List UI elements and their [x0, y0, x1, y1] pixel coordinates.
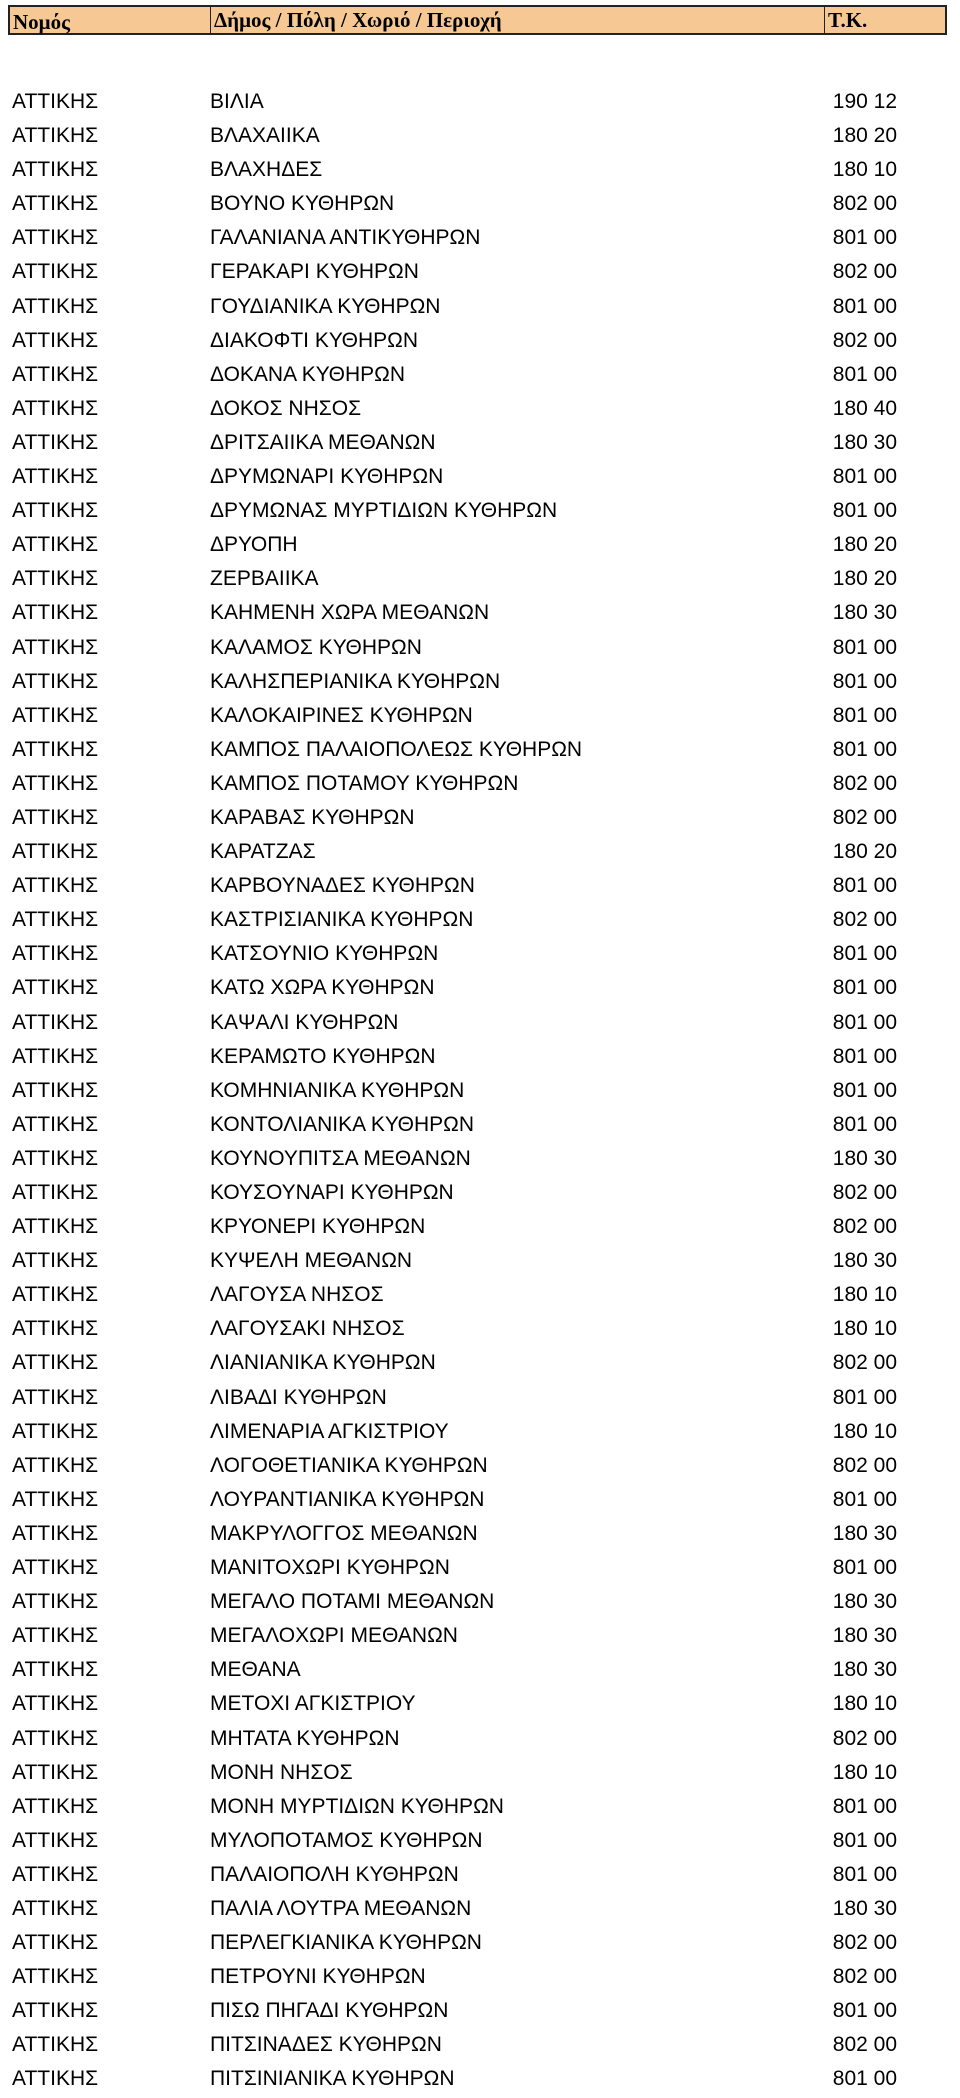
cell-nomos: ΑΤΤΙΚΗΣ — [12, 1453, 99, 1477]
cell-nomos: ΑΤΤΙΚΗΣ — [12, 260, 99, 284]
table-body — [0, 84, 960, 2096]
cell-postal-code: 180 10 — [832, 158, 897, 182]
table-row — [0, 766, 960, 800]
cell-postal-code: 801 00 — [832, 294, 897, 318]
cell-postal-code: 802 00 — [832, 1931, 897, 1955]
cell-postal-code: 801 00 — [832, 1999, 897, 2023]
cell-place: ΛΟΥΡΑΝΤΙΑΝΙΚΑ ΚΥΘΗΡΩΝ — [210, 1487, 485, 1511]
cell-postal-code: 801 00 — [832, 499, 897, 523]
cell-nomos: ΑΤΤΙΚΗΣ — [12, 1419, 99, 1443]
cell-nomos: ΑΤΤΙΚΗΣ — [12, 567, 99, 591]
cell-nomos: ΑΤΤΙΚΗΣ — [12, 703, 99, 727]
cell-place: ΒΛΑΧΗΔΕΣ — [210, 158, 323, 182]
cell-nomos: ΑΤΤΙΚΗΣ — [12, 1249, 99, 1273]
cell-place: ΛΑΓΟΥΣΑ ΝΗΣΟΣ — [210, 1283, 384, 1307]
cell-nomos: ΑΤΤΙΚΗΣ — [12, 976, 99, 1000]
cell-place: ΔΡΙΤΣΑΙΙΚΑ ΜΕΘΑΝΩΝ — [210, 430, 436, 454]
cell-postal-code: 801 00 — [832, 1794, 897, 1818]
cell-postal-code: 801 00 — [832, 1487, 897, 1511]
cell-place: ΜΕΘΑΝΑ — [210, 1658, 301, 1682]
cell-postal-code: 180 30 — [832, 601, 897, 625]
table-row — [0, 1005, 960, 1039]
cell-place: ΓΑΛΑΝΙΑΝΑ ΑΝΤΙΚΥΘΗΡΩΝ — [210, 226, 481, 250]
cell-nomos: ΑΤΤΙΚΗΣ — [12, 1385, 99, 1409]
cell-nomos: ΑΤΤΙΚΗΣ — [12, 737, 99, 761]
table-row — [0, 868, 960, 902]
cell-postal-code: 802 00 — [832, 192, 897, 216]
cell-nomos: ΑΤΤΙΚΗΣ — [12, 1010, 99, 1034]
cell-postal-code: 180 20 — [832, 124, 897, 148]
table-row — [0, 118, 960, 152]
cell-postal-code: 801 00 — [832, 226, 897, 250]
table-row — [0, 1891, 960, 1925]
cell-place: ΚΑΤΣΟΥΝΙΟ ΚΥΘΗΡΩΝ — [210, 942, 439, 966]
cell-postal-code: 180 30 — [832, 1624, 897, 1648]
cell-place: ΒΛΑΧΑΙΙΚΑ — [210, 124, 320, 148]
cell-postal-code: 801 00 — [832, 703, 897, 727]
table-row — [0, 289, 960, 323]
cell-nomos: ΑΤΤΙΚΗΣ — [12, 1999, 99, 2023]
table-row — [0, 1243, 960, 1277]
cell-place: ΔΟΚΟΣ ΝΗΣΟΣ — [210, 396, 362, 420]
cell-nomos: ΑΤΤΙΚΗΣ — [12, 396, 99, 420]
cell-place: ΚΑΤΩ ΧΩΡΑ ΚΥΘΗΡΩΝ — [210, 976, 435, 1000]
cell-postal-code: 801 00 — [832, 635, 897, 659]
table-row — [0, 1789, 960, 1823]
table-row — [0, 2027, 960, 2061]
cell-postal-code: 801 00 — [832, 737, 897, 761]
cell-place: ΓΟΥΔΙΑΝΙΚΑ ΚΥΘΗΡΩΝ — [210, 294, 441, 318]
table-row — [0, 527, 960, 561]
table-row — [0, 1277, 960, 1311]
cell-place: ΚΑΜΠΟΣ ΠΟΤΑΜΟΥ ΚΥΘΗΡΩΝ — [210, 771, 519, 795]
table-row — [0, 936, 960, 970]
table-row — [0, 1550, 960, 1584]
table-row — [0, 1039, 960, 1073]
cell-nomos: ΑΤΤΙΚΗΣ — [12, 1112, 99, 1136]
cell-postal-code: 180 40 — [832, 396, 897, 420]
cell-postal-code: 180 10 — [832, 1283, 897, 1307]
header-place: Δήμος / Πόλη / Χωριό / Περιοχή — [210, 7, 502, 33]
cell-postal-code: 180 10 — [832, 1760, 897, 1784]
cell-place: ΚΟΥΣΟΥΝΑΡΙ ΚΥΘΗΡΩΝ — [210, 1181, 454, 1204]
table-row — [0, 220, 960, 254]
cell-postal-code: 801 00 — [832, 465, 897, 489]
cell-nomos: ΑΤΤΙΚΗΣ — [12, 908, 99, 932]
cell-postal-code: 180 30 — [832, 1590, 897, 1614]
cell-place: ΚΟΜΗΝΙΑΝΙΚΑ ΚΥΘΗΡΩΝ — [210, 1078, 465, 1102]
cell-nomos: ΑΤΤΙΚΗΣ — [12, 465, 99, 489]
cell-place: ΚΟΝΤΟΛΙΑΝΙΚΑ ΚΥΘΗΡΩΝ — [210, 1112, 475, 1136]
table-row — [0, 1380, 960, 1414]
cell-place: ΜΑΚΡΥΛΟΓΓΟΣ ΜΕΘΑΝΩΝ — [210, 1521, 478, 1545]
header-postal-code: Τ.Κ. — [824, 7, 867, 33]
cell-postal-code: 180 30 — [832, 1896, 897, 1920]
cell-place: ΚΑΣΤΡΙΣΙΑΝΙΚΑ ΚΥΘΗΡΩΝ — [210, 908, 474, 932]
cell-place: ΠΕΤΡΟΥΝΙ ΚΥΘΗΡΩΝ — [210, 1965, 426, 1989]
cell-place: ΠΕΡΛΕΓΚΙΑΝΙΚΑ ΚΥΘΗΡΩΝ — [210, 1931, 482, 1955]
table-row — [0, 425, 960, 459]
cell-nomos: ΑΤΤΙΚΗΣ — [12, 499, 99, 523]
cell-nomos: ΑΤΤΙΚΗΣ — [12, 1828, 99, 1852]
cell-postal-code: 801 00 — [832, 1078, 897, 1102]
cell-nomos: ΑΤΤΙΚΗΣ — [12, 90, 99, 113]
cell-place: ΚΟΥΝΟΥΠΙΤΣΑ ΜΕΘΑΝΩΝ — [210, 1146, 471, 1170]
table-row — [0, 630, 960, 664]
cell-nomos: ΑΤΤΙΚΗΣ — [12, 1215, 99, 1239]
table-row — [0, 1073, 960, 1107]
cell-place: ΠΙΣΩ ΠΗΓΑΔΙ ΚΥΘΗΡΩΝ — [210, 1999, 449, 2023]
table-row — [0, 459, 960, 493]
cell-place: ΚΥΨΕΛΗ ΜΕΘΑΝΩΝ — [210, 1249, 413, 1273]
cell-place: ΛΟΓΟΘΕΤΙΑΝΙΚΑ ΚΥΘΗΡΩΝ — [210, 1453, 488, 1477]
cell-postal-code: 802 00 — [832, 1181, 897, 1204]
table-row — [0, 561, 960, 595]
cell-place: ΚΕΡΑΜΩΤΟ ΚΥΘΗΡΩΝ — [210, 1044, 436, 1068]
table-row — [0, 391, 960, 425]
cell-place: ΔΡΥΟΠΗ — [210, 533, 298, 557]
table-row — [0, 800, 960, 834]
table-row — [0, 1414, 960, 1448]
table-row — [0, 732, 960, 766]
cell-place: ΜΗΤΑΤΑ ΚΥΘΗΡΩΝ — [210, 1726, 400, 1750]
cell-place: ΚΑΡΑΤΖΑΣ — [210, 840, 316, 864]
cell-place: ΛΙΜΕΝΑΡΙΑ ΑΓΚΙΣΤΡΙΟΥ — [210, 1419, 449, 1443]
cell-nomos: ΑΤΤΙΚΗΣ — [12, 1181, 99, 1204]
cell-nomos: ΑΤΤΙΚΗΣ — [12, 226, 99, 250]
cell-postal-code: 180 20 — [832, 840, 897, 864]
cell-place: ΜΕΤΟΧΙ ΑΓΚΙΣΤΡΙΟΥ — [210, 1692, 416, 1716]
cell-postal-code: 180 10 — [832, 1317, 897, 1341]
header-nomos: Νομός — [13, 10, 70, 34]
cell-nomos: ΑΤΤΙΚΗΣ — [12, 1078, 99, 1102]
cell-postal-code: 801 00 — [832, 1556, 897, 1580]
cell-nomos: ΑΤΤΙΚΗΣ — [12, 840, 99, 864]
cell-nomos: ΑΤΤΙΚΗΣ — [12, 2067, 99, 2091]
table-row — [0, 1482, 960, 1516]
cell-postal-code: 180 10 — [832, 1692, 897, 1716]
cell-place: ΚΑΨΑΛΙ ΚΥΘΗΡΩΝ — [210, 1010, 399, 1034]
cell-nomos: ΑΤΤΙΚΗΣ — [12, 1044, 99, 1068]
cell-place: ΚΡΥΟΝΕΡΙ ΚΥΘΗΡΩΝ — [210, 1215, 426, 1239]
cell-postal-code: 802 00 — [832, 1351, 897, 1375]
cell-postal-code: 801 00 — [832, 1862, 897, 1886]
cell-place: ΔΡΥΜΩΝΑΡΙ ΚΥΘΗΡΩΝ — [210, 465, 444, 489]
cell-postal-code: 801 00 — [832, 669, 897, 693]
cell-nomos: ΑΤΤΙΚΗΣ — [12, 1317, 99, 1341]
cell-place: ΒΟΥΝΟ ΚΥΘΗΡΩΝ — [210, 192, 395, 216]
cell-postal-code: 802 00 — [832, 328, 897, 352]
table-row — [0, 664, 960, 698]
cell-place: ΠΙΤΣΙΝΑΔΕΣ ΚΥΘΗΡΩΝ — [210, 2033, 442, 2057]
cell-place: ΓΕΡΑΚΑΡΙ ΚΥΘΗΡΩΝ — [210, 260, 419, 284]
cell-nomos: ΑΤΤΙΚΗΣ — [12, 328, 99, 352]
cell-postal-code: 801 00 — [832, 1828, 897, 1852]
cell-place: ΠΙΤΣΙΝΙΑΝΙΚΑ ΚΥΘΗΡΩΝ — [210, 2067, 455, 2091]
cell-postal-code: 180 30 — [832, 1521, 897, 1545]
cell-postal-code: 801 00 — [832, 1112, 897, 1136]
table-row — [0, 970, 960, 1004]
cell-postal-code: 180 10 — [832, 1419, 897, 1443]
cell-nomos: ΑΤΤΙΚΗΣ — [12, 805, 99, 829]
cell-postal-code: 802 00 — [832, 2033, 897, 2057]
cell-nomos: ΑΤΤΙΚΗΣ — [12, 601, 99, 625]
cell-postal-code: 180 20 — [832, 567, 897, 591]
table-row — [0, 254, 960, 288]
cell-place: ΠΑΛΙΑ ΛΟΥΤΡΑ ΜΕΘΑΝΩΝ — [210, 1896, 472, 1920]
cell-postal-code: 801 00 — [832, 942, 897, 966]
cell-nomos: ΑΤΤΙΚΗΣ — [12, 362, 99, 386]
table-row — [0, 1755, 960, 1789]
cell-postal-code: 801 00 — [832, 2067, 897, 2091]
cell-place: ΚΑΛΑΜΟΣ ΚΥΘΗΡΩΝ — [210, 635, 422, 659]
cell-nomos: ΑΤΤΙΚΗΣ — [12, 771, 99, 795]
table-row — [0, 1959, 960, 1993]
cell-postal-code: 802 00 — [832, 805, 897, 829]
cell-nomos: ΑΤΤΙΚΗΣ — [12, 430, 99, 454]
table-row — [0, 323, 960, 357]
cell-place: ΜΕΓΑΛΟ ΠΟΤΑΜΙ ΜΕΘΑΝΩΝ — [210, 1590, 495, 1614]
table-row — [0, 1209, 960, 1243]
table-row — [0, 152, 960, 186]
cell-postal-code: 180 30 — [832, 1146, 897, 1170]
table-row — [0, 1175, 960, 1209]
cell-place: ΚΑΡΑΒΑΣ ΚΥΘΗΡΩΝ — [210, 805, 415, 829]
cell-postal-code: 801 00 — [832, 362, 897, 386]
cell-place: ΛΙΑΝΙΑΝΙΚΑ ΚΥΘΗΡΩΝ — [210, 1351, 436, 1375]
cell-nomos: ΑΤΤΙΚΗΣ — [12, 2033, 99, 2057]
table-row — [0, 902, 960, 936]
cell-postal-code: 180 30 — [832, 1658, 897, 1682]
cell-nomos: ΑΤΤΙΚΗΣ — [12, 1521, 99, 1545]
cell-nomos: ΑΤΤΙΚΗΣ — [12, 1487, 99, 1511]
cell-nomos: ΑΤΤΙΚΗΣ — [12, 1794, 99, 1818]
table-row — [0, 1141, 960, 1175]
cell-place: ΠΑΛΑΙΟΠΟΛΗ ΚΥΘΗΡΩΝ — [210, 1862, 459, 1886]
table-row — [0, 698, 960, 732]
table-row — [0, 84, 960, 118]
cell-postal-code: 801 00 — [832, 976, 897, 1000]
cell-postal-code: 802 00 — [832, 908, 897, 932]
cell-nomos: ΑΤΤΙΚΗΣ — [12, 1862, 99, 1886]
cell-postal-code: 802 00 — [832, 1453, 897, 1477]
cell-postal-code: 802 00 — [832, 1726, 897, 1750]
cell-postal-code: 180 30 — [832, 1249, 897, 1273]
table-row — [0, 1686, 960, 1720]
cell-postal-code: 801 00 — [832, 1385, 897, 1409]
cell-nomos: ΑΤΤΙΚΗΣ — [12, 1556, 99, 1580]
table-row — [0, 1584, 960, 1618]
cell-place: ΖΕΡΒΑΙΙΚΑ — [210, 567, 319, 591]
cell-nomos: ΑΤΤΙΚΗΣ — [12, 1590, 99, 1614]
cell-postal-code: 802 00 — [832, 1215, 897, 1239]
cell-nomos: ΑΤΤΙΚΗΣ — [12, 533, 99, 557]
cell-nomos: ΑΤΤΙΚΗΣ — [12, 635, 99, 659]
table-row — [0, 1857, 960, 1891]
cell-place: ΔΡΥΜΩΝΑΣ ΜΥΡΤΙΔΙΩΝ ΚΥΘΗΡΩΝ — [210, 499, 558, 523]
cell-nomos: ΑΤΤΙΚΗΣ — [12, 1146, 99, 1170]
cell-postal-code: 180 30 — [832, 430, 897, 454]
cell-place: ΚΑΛΟΚΑΙΡΙΝΕΣ ΚΥΘΗΡΩΝ — [210, 703, 473, 727]
cell-place: ΜΥΛΟΠΟΤΑΜΟΣ ΚΥΘΗΡΩΝ — [210, 1828, 483, 1852]
table-row — [0, 834, 960, 868]
table-row — [0, 1107, 960, 1141]
cell-postal-code: 801 00 — [832, 1044, 897, 1068]
table-row — [0, 1618, 960, 1652]
cell-nomos: ΑΤΤΙΚΗΣ — [12, 1658, 99, 1682]
cell-place: ΜΕΓΑΛΟΧΩΡΙ ΜΕΘΑΝΩΝ — [210, 1624, 458, 1648]
table-header — [8, 5, 947, 35]
cell-place: ΒΙΛΙΑ — [210, 90, 264, 113]
cell-place: ΛΑΓΟΥΣΑΚΙ ΝΗΣΟΣ — [210, 1317, 405, 1341]
table-row — [0, 1925, 960, 1959]
table-row — [0, 1345, 960, 1379]
table-row — [0, 1993, 960, 2027]
table-row — [0, 1311, 960, 1345]
table-row — [0, 1516, 960, 1550]
cell-postal-code: 802 00 — [832, 771, 897, 795]
cell-nomos: ΑΤΤΙΚΗΣ — [12, 942, 99, 966]
cell-nomos: ΑΤΤΙΚΗΣ — [12, 1624, 99, 1648]
cell-place: ΜΑΝΙΤΟΧΩΡΙ ΚΥΘΗΡΩΝ — [210, 1556, 450, 1580]
cell-place: ΚΑΛΗΣΠΕΡΙΑΝΙΚΑ ΚΥΘΗΡΩΝ — [210, 669, 501, 693]
cell-nomos: ΑΤΤΙΚΗΣ — [12, 124, 99, 148]
cell-nomos: ΑΤΤΙΚΗΣ — [12, 1760, 99, 1784]
table-row — [0, 1652, 960, 1686]
cell-postal-code: 801 00 — [832, 1010, 897, 1034]
cell-nomos: ΑΤΤΙΚΗΣ — [12, 1896, 99, 1920]
cell-nomos: ΑΤΤΙΚΗΣ — [12, 1726, 99, 1750]
cell-place: ΔΙΑΚΟΦΤΙ ΚΥΘΗΡΩΝ — [210, 328, 419, 352]
cell-nomos: ΑΤΤΙΚΗΣ — [12, 1965, 99, 1989]
table-row — [0, 595, 960, 629]
cell-place: ΚΑΡΒΟΥΝΑΔΕΣ ΚΥΘΗΡΩΝ — [210, 874, 475, 898]
cell-nomos: ΑΤΤΙΚΗΣ — [12, 669, 99, 693]
table-row — [0, 1823, 960, 1857]
table-row — [0, 493, 960, 527]
table-row — [0, 1721, 960, 1755]
table-row — [0, 186, 960, 220]
cell-nomos: ΑΤΤΙΚΗΣ — [12, 192, 99, 216]
cell-place: ΚΑΜΠΟΣ ΠΑΛΑΙΟΠΟΛΕΩΣ ΚΥΘΗΡΩΝ — [210, 737, 583, 761]
cell-nomos: ΑΤΤΙΚΗΣ — [12, 1692, 99, 1716]
cell-nomos: ΑΤΤΙΚΗΣ — [12, 158, 99, 182]
cell-nomos: ΑΤΤΙΚΗΣ — [12, 1283, 99, 1307]
cell-place: ΜΟΝΗ ΝΗΣΟΣ — [210, 1760, 353, 1784]
cell-postal-code: 801 00 — [832, 874, 897, 898]
table-row — [0, 2061, 960, 2095]
table-row — [0, 1448, 960, 1482]
cell-postal-code: 802 00 — [832, 260, 897, 284]
cell-place: ΜΟΝΗ ΜΥΡΤΙΔΙΩΝ ΚΥΘΗΡΩΝ — [210, 1794, 504, 1818]
cell-nomos: ΑΤΤΙΚΗΣ — [12, 1931, 99, 1955]
cell-postal-code: 802 00 — [832, 1965, 897, 1989]
cell-place: ΔΟΚΑΝΑ ΚΥΘΗΡΩΝ — [210, 362, 405, 386]
cell-nomos: ΑΤΤΙΚΗΣ — [12, 1351, 99, 1375]
cell-place: ΚΑΗΜΕΝΗ ΧΩΡΑ ΜΕΘΑΝΩΝ — [210, 601, 490, 625]
cell-nomos: ΑΤΤΙΚΗΣ — [12, 874, 99, 898]
cell-postal-code: 190 12 — [832, 90, 897, 113]
cell-nomos: ΑΤΤΙΚΗΣ — [12, 294, 99, 318]
cell-postal-code: 180 20 — [832, 533, 897, 557]
table-row — [0, 357, 960, 391]
cell-place: ΛΙΒΑΔΙ ΚΥΘΗΡΩΝ — [210, 1385, 387, 1409]
